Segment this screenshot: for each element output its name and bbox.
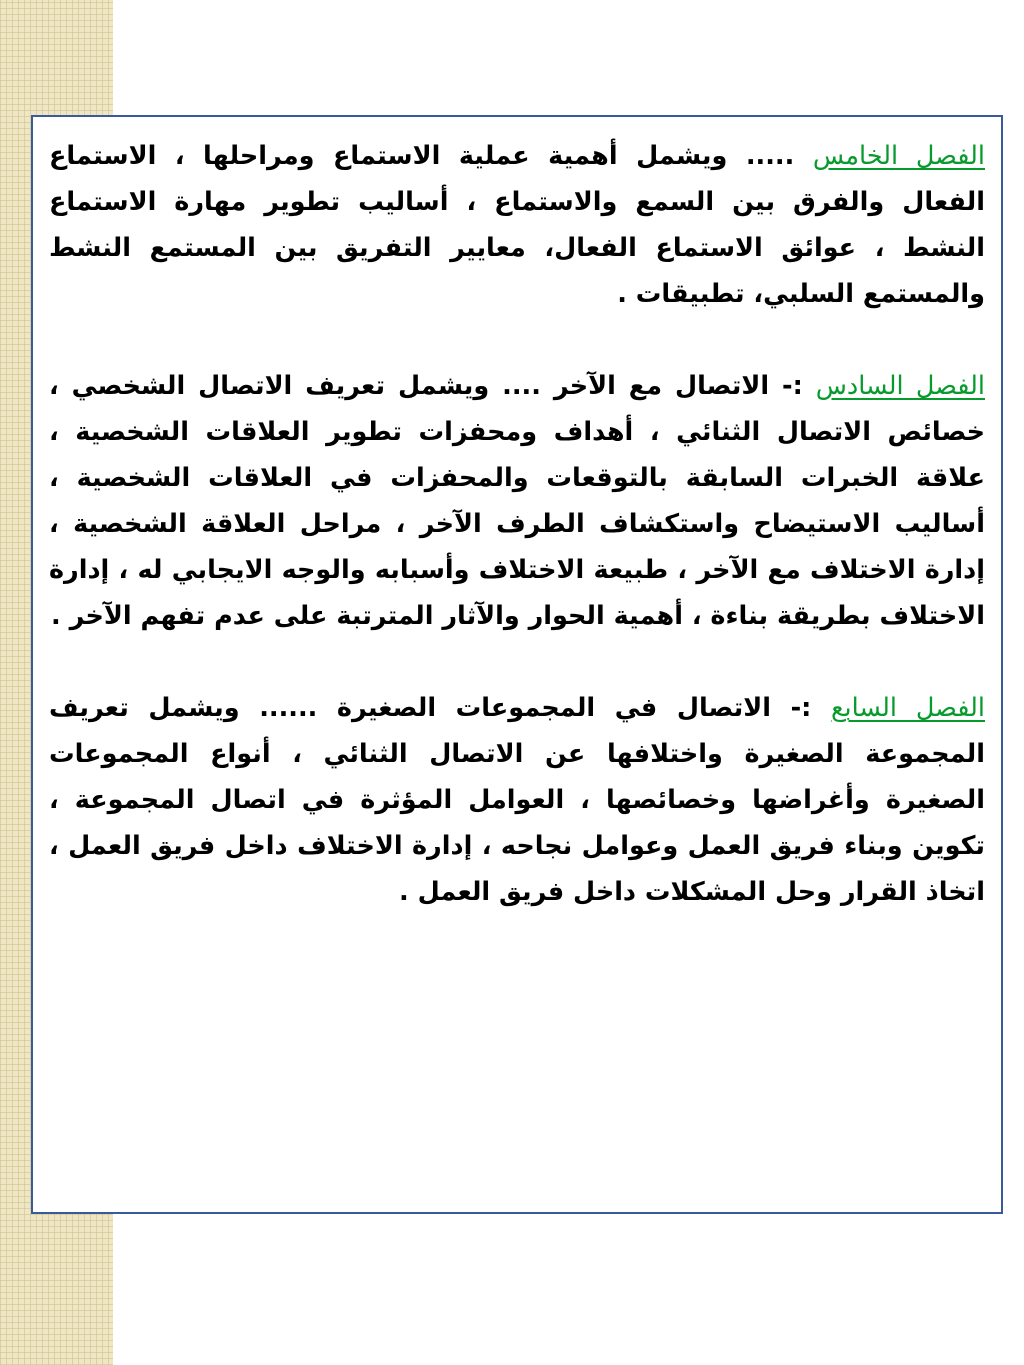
content-frame bbox=[31, 115, 1003, 1214]
chapter-six-label: الفصل السادس bbox=[815, 371, 985, 401]
chapter-six-paragraph bbox=[49, 363, 985, 639]
chapter-seven-label: الفصل السابع bbox=[830, 693, 985, 723]
chapter-five-text: ..... ويشمل أهمية عملية الاستماع ومراحلها ، الاستماع الفعال والفرق بين السمع والاستماع ، أساليب تطوير مهارة الاستماع النشط ، عوائق الاستماع الفعال، معايير التفريق بين المستمع النشط والمستمع السلبي، تطبيقات . bbox=[49, 141, 985, 309]
chapter-six-text: :- الاتصال مع الآخر .... ويشمل تعريف الاتصال الشخصي ، خصائص الاتصال الثنائي ، أهداف ومحفزات تطوير العلاقات الشخصية ، علاقة الخبرات السابقة بالتوقعات والمحفزات في العلاقات الشخصية ، أساليب الاستيضاح واستكشاف الطرف الآخر ، مراحل العلاقة الشخصية ، إدارة الاختلاف مع الآخر ، طبيعة الاختلاف وأسبابه والوجه الايجابي له ، إدارة الاختلاف بطريقة بناءة ، أهمية الحوار والآثار المترتبة على عدم تفهم الآخر . bbox=[49, 371, 985, 631]
chapter-five-paragraph bbox=[49, 133, 985, 317]
chapter-seven-text: :- الاتصال في المجموعات الصغيرة ...... ويشمل تعريف المجموعة الصغيرة واختلافها عن الاتصال الثنائي ، أنواع المجموعات الصغيرة وأغراضها وخصائصها ، العوامل المؤثرة في اتصال المجموعة ، تكوين وبناء فريق العمل وعوامل نجاحه ، إدارة الاختلاف داخل فريق العمل ، اتخاذ القرار وحل المشكلات داخل فريق العمل . bbox=[49, 693, 985, 907]
chapter-five-label: الفصل الخامس bbox=[812, 141, 985, 171]
chapter-seven-paragraph bbox=[49, 685, 985, 915]
